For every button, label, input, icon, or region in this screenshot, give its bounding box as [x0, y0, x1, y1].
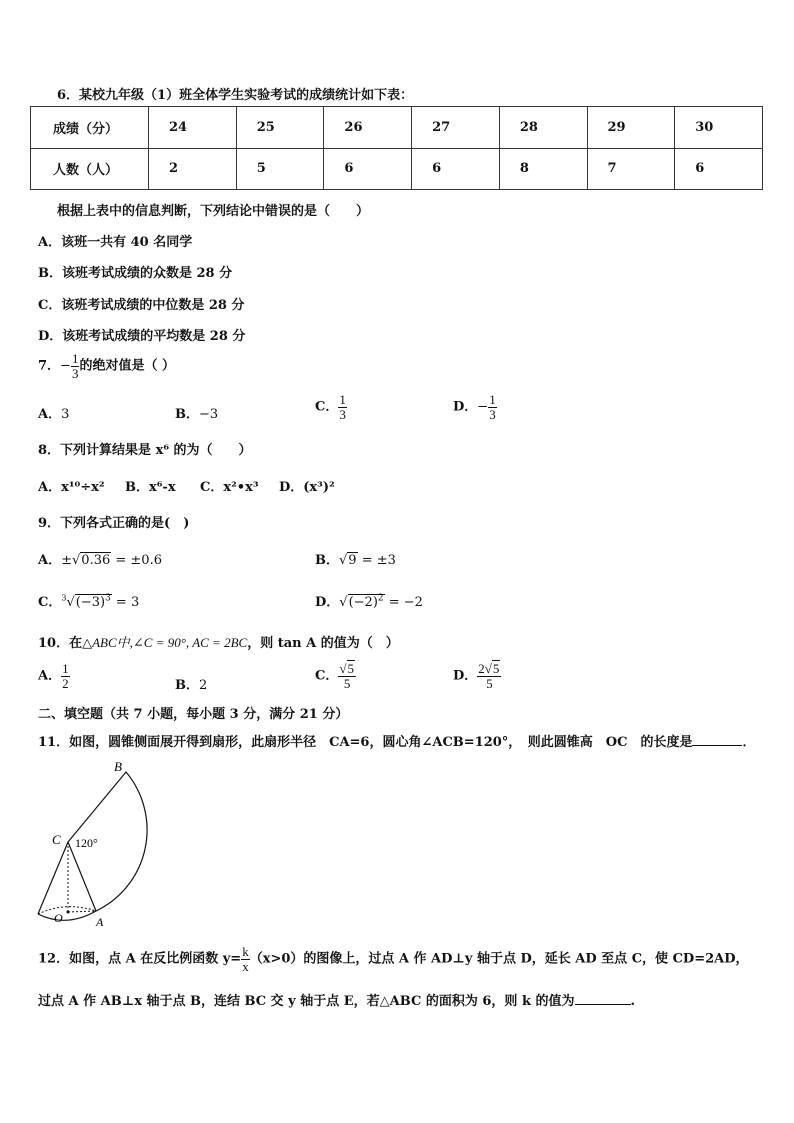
q7-c-num: 1	[339, 392, 346, 407]
q7-frac-num: 1	[71, 351, 79, 366]
q9-option-d	[315, 591, 423, 610]
q6-option-d: D．该班考试成绩的平均数是 28 分	[38, 329, 246, 344]
center-dot	[67, 911, 70, 914]
radical-icon: √	[339, 661, 347, 676]
q10-option-a	[38, 662, 70, 690]
q6-prompt: 根据上表中的信息判断，下列结论中错误的是（ ）	[57, 204, 370, 219]
label-angle: 120°	[75, 836, 98, 850]
cone-slant-left	[38, 842, 68, 914]
q7-option-d	[453, 393, 497, 421]
table-cell: 8	[499, 148, 587, 190]
q10-c-den: 5	[343, 675, 351, 691]
q10-a-fraction	[61, 662, 70, 690]
table-cell: 6	[412, 148, 500, 190]
q10-option-b	[175, 674, 207, 693]
table-cell: 25	[236, 107, 324, 149]
q9-c-exp: 3	[105, 593, 111, 604]
section-heading: 二、填空题（共 7 小题，每小题 3 分，满分 21 分）	[38, 707, 349, 722]
q9-a-label: A．	[38, 553, 62, 568]
q10-d-num-wrap	[477, 662, 501, 677]
q10-b-label: B．	[175, 678, 199, 693]
q12-line2-text: 过点 A 作 AB⊥x 轴于点 B，连结 BC 交 y 轴于点 E，若△ABC 的面积为 6，则 k 的值为	[38, 994, 575, 1009]
q9-option-b	[315, 549, 396, 568]
q9-b-radicand: 9	[348, 553, 357, 568]
q12-frac-den: x	[242, 958, 249, 974]
label-o: O	[54, 911, 63, 925]
table-header-score: 成绩（分）	[31, 107, 149, 149]
q10-a-label: A．	[38, 668, 62, 684]
q6-option-a: A．该班一共有 40 名同学	[38, 235, 193, 250]
q7-a-value: 3	[61, 407, 70, 422]
q9-option-a	[38, 549, 162, 568]
table-cell: 28	[499, 107, 587, 149]
q11-stem: 11．如图，圆锥侧面展开得到扇形，此扇形半径 CA=6，圆心角∠ACB=120°， 则此圆锥高 OC 的长度是	[38, 735, 693, 750]
label-c: C	[52, 832, 61, 847]
q10-d-den: 5	[486, 675, 493, 691]
q9-c-radicand: (−3)	[75, 595, 106, 610]
q12-fraction	[241, 945, 250, 973]
q9-d-label: D．	[315, 595, 340, 610]
q9-c-rhs: = 3	[111, 595, 140, 610]
q10-c-label: C．	[315, 668, 339, 684]
label-a: A	[96, 915, 104, 929]
table-cell: 30	[675, 107, 763, 149]
q10-c-num: 5	[347, 661, 354, 676]
q12-line1	[38, 945, 749, 973]
q10-a-den: 2	[62, 675, 69, 691]
cone-sector-figure	[28, 756, 168, 934]
score-table	[30, 106, 763, 190]
table-cell: 7	[587, 148, 675, 190]
q10-number: 10．在	[38, 636, 83, 651]
q7-c-den: 3	[339, 406, 346, 422]
q11-end: ．	[742, 735, 756, 750]
q12-part1: 12．如图，点 A 在反比例函数 y=	[38, 951, 242, 967]
q7-c-label: C．	[315, 399, 339, 415]
q11-stem-line	[38, 731, 756, 750]
q7-option-c	[315, 393, 347, 421]
q9-b-rhs: = ±3	[357, 553, 396, 568]
q10-option-c	[315, 662, 356, 690]
table-row	[31, 148, 763, 190]
radical-icon: √	[339, 553, 348, 568]
table-cell: 26	[324, 107, 412, 149]
q9-a-radicand: 0.36	[81, 553, 111, 568]
q12-frac-num: k	[242, 944, 249, 959]
q8-option-a: A．x¹⁰÷x²	[38, 480, 105, 495]
q10-d-num: 5	[492, 661, 500, 676]
q9-stem: 9．下列各式正确的是( )	[38, 516, 190, 531]
q10-c-num-wrap	[338, 662, 356, 677]
table-cell: 2	[149, 148, 237, 190]
label-b: B	[114, 759, 122, 774]
q7-frac-den: 3	[71, 365, 79, 381]
q9-c-radicand-wrap	[75, 594, 112, 610]
q8-option-d: D．(x³)²	[279, 480, 335, 495]
answer-blank[interactable]	[692, 733, 742, 746]
q7-d-fraction	[488, 393, 497, 421]
table-cell: 5	[236, 148, 324, 190]
q9-option-c	[38, 591, 139, 610]
q10-c-fraction	[338, 662, 356, 690]
table-cell: 6	[675, 148, 763, 190]
q8-stem: 8．下列计算结果是 x⁶ 的为（ ）	[38, 443, 252, 458]
table-cell: 29	[587, 107, 675, 149]
q9-a-rhs: = ±0.6	[111, 553, 162, 568]
radical-icon: √	[72, 553, 81, 568]
q10-b-value: 2	[199, 678, 208, 693]
q10-d-coef: 2	[478, 661, 485, 676]
q9-d-exp: 2	[377, 593, 384, 604]
q10-option-d	[453, 662, 501, 690]
q10-ask: ，则 tan A 的值为（ ）	[247, 636, 399, 651]
q7-d-minus: −	[477, 399, 489, 415]
q7-minus: −	[60, 358, 71, 374]
q9-a-pm: ±	[61, 553, 72, 568]
radical-icon: √	[484, 661, 492, 676]
q7-stem: 的绝对值是（ ）	[79, 358, 175, 374]
q10-condition: △ABC中,∠C = 90°, AC = 2BC	[82, 635, 248, 650]
q10-d-fraction	[477, 662, 501, 690]
radical-icon: √	[66, 595, 75, 610]
q10-stem	[38, 632, 399, 651]
q7-d-den: 3	[489, 406, 496, 422]
q6-stem: 6．某校九年级（1）班全体学生实验考试的成绩统计如下表：	[57, 88, 414, 103]
q12-line2	[38, 990, 635, 1009]
q7-d-num: 1	[489, 392, 496, 407]
q7-number: 7．	[38, 358, 61, 374]
q9-d-rhs: = −2	[384, 595, 423, 610]
table-cell: 27	[412, 107, 500, 149]
q9-d-radicand: (−2)	[348, 595, 378, 610]
radical-icon: √	[339, 595, 348, 610]
cone-radius	[68, 911, 96, 912]
table-cell: 24	[149, 107, 237, 149]
q7-option-b	[175, 403, 218, 422]
q10-a-num: 1	[62, 661, 69, 676]
q7-a-label: A．	[38, 407, 62, 422]
q6-option-c: C．该班考试成绩的中位数是 28 分	[38, 298, 245, 313]
q7-d-label: D．	[453, 399, 478, 415]
q9-c-label: C．	[38, 595, 62, 610]
q8-option-b: B．x⁶-x	[125, 480, 176, 495]
q9-c-index: 3	[61, 593, 67, 603]
answer-blank[interactable]	[575, 992, 631, 1005]
q7-line	[38, 352, 175, 380]
q7-b-label: B．	[175, 407, 199, 422]
q8-option-c: C．x²•x³	[200, 480, 259, 495]
q7-c-fraction	[338, 393, 347, 421]
q12-part2: （x>0）的图像上，过点 A 作 AD⊥y 轴于点 D，延长 AD 至点 C，使 CD=2AD，	[249, 951, 749, 967]
table-cell: 6	[324, 148, 412, 190]
table-header-count: 人数（人）	[31, 148, 149, 190]
q9-d-radicand-wrap	[348, 594, 385, 610]
q9-b-label: B．	[315, 553, 339, 568]
q6-option-b: B．该班考试成绩的众数是 28 分	[38, 266, 233, 281]
q7-b-value: −3	[199, 407, 219, 422]
table-row	[31, 107, 763, 149]
q10-d-label: D．	[453, 668, 478, 684]
q7-option-a	[38, 403, 69, 422]
q12-end: .	[630, 994, 636, 1009]
